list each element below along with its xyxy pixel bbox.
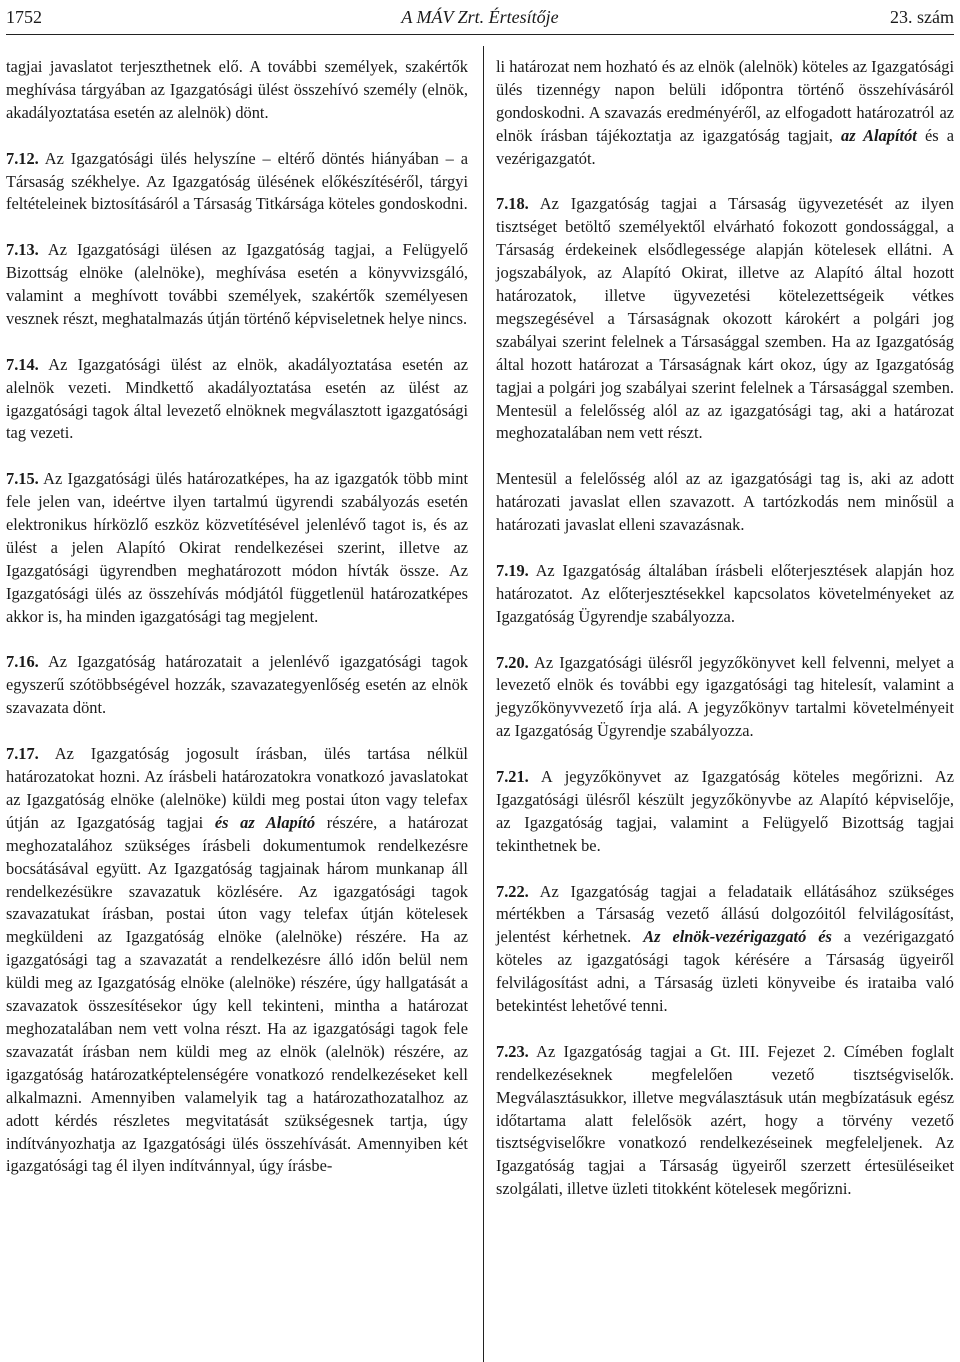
section-number: 7.16. (6, 652, 39, 672)
paragraph-7-19 (496, 560, 954, 629)
paragraph-text: Az Igazgatósági ülés helyszíne – eltérő döntés hiányában – a Társaság székhelye. Az Igazgatóság ülésének előkészítéséről, tárgyi feltételeinek biztosításáról a Társaság Titkársága köteles gondoskodni. (6, 148, 468, 214)
paragraph-7-14 (6, 354, 468, 446)
paragraph-text: Az Igazgatóság tagjai a Társaság ügyvezetését az ilyen tisztséget betöltő személyektől elvárható fokozott gondossággal, a Társaság érdekeinek elsődlegessége alapján kötelesek ellátni. A jogszabályok, az Alapító Okirat, illetve az Alapító által hozott határozatok, illetve ügyvezetési kötelezettségeik vétkes megszegésével a Társaságnak okozott károkért a polgári jog szabályai szerint felelnek a Társasággal szemben. Ha az Igazgatóság által hozott határozat a Társaságnak kárt okoz, úgy az Igazgatóság tagjai a polgári jog szabályai szerint felelnek a Társasággal szemben. Mentesül a felelősség alól az az igazgatósági tag, aki a határozat meghozatalában nem vett részt. (496, 194, 954, 443)
emphasized-text: Az elnök-vezérigazgató és (643, 927, 832, 947)
section-number: 7.15. (6, 469, 39, 489)
page-number: 1752 (6, 7, 42, 27)
paragraph-text: Az Igazgatóság tagjai a Gt. III. Fejezet 2. Címében foglalt rendelkezéseknek megfelelően vezető tisztségviselők. Megválasztásukkor, illetve megválasztásuk után megbízatásuk egész időtartama alatt felelősök azért, hogy a törvény vezető tisztségviselőkre vonatkozó rendelkezéseinek megfeleljenek. Az Igazgatóság tagjai a Társaság ügyeiről szerzett értesüléseiket szolgálati, illetve üzleti titokként kötelesek megőrizni. (496, 1041, 954, 1199)
section-number: 7.12. (6, 148, 39, 168)
section-number: 7.19. (496, 560, 529, 580)
paragraph-7-21 (496, 766, 954, 858)
paragraph-7-23 (496, 1041, 954, 1201)
paragraph-7-18-b (496, 468, 954, 537)
paragraph-text: Az Igazgatóság általában írásbeli előterjesztések alapján hoz határozatot. Az előterjesztésekkel kapcsolatos követelményeket az Igazgatóság Ügyrendje szabályozza. (496, 560, 954, 626)
paragraph-text: Az Igazgatóság jogosult írásban, ülés tartása nélkül határozatokat hozni. Az írásbeli határozatokra vonatkozó javaslatokat az Igazgatóság elnöke (alelnöke) küldi meg postai úton vagy telefax útján az Igazgatóság tagjai (6, 744, 468, 832)
paragraph-7-18 (496, 193, 954, 445)
journal-title: A MÁV Zrt. Értesítője (401, 7, 559, 27)
section-number: 7.13. (6, 240, 39, 260)
paragraph-7-17 (6, 743, 468, 1178)
right-column (496, 56, 954, 1201)
paragraph-continuation (496, 56, 954, 171)
paragraph-text: li határozat nem hozható és az elnök (alelnök) köteles az Igazgatósági ülés tizennégy napon belüli időpontra történő összehívásáról gondoskodni. A szavazás eredményéről, az elfogadott határozatról az elnök írásban tájékoztatja az igazgatóság tagjait, (496, 57, 954, 145)
paragraph-7-20 (496, 652, 954, 744)
paragraph-text: részére, a határozat meghozatalához szükséges írásbeli dokumentumok rendelkezésre bocsátásával együtt. Az Igazgatóság tagjainak három munkanap áll rendelkezésükre szavazatuk közlésére. Az igazgatósági tagok szavazatukat írásban, postai úton vagy telefax útján kötelesek megküldeni az Igazgatóság elnöke (alelnöke) részére. Ha az igazgatósági tag a szavazatát a rendelkezésre álló időn belül nem küldi meg az Igazgatóság elnöke (alelnöke) részére, úgy hallgatását a szavazatok összesítésekor úgy kell tekinteni, mintha a határozat meghozatalában nem vett volna részt. Ha az igazgatósági tagok fele szavazatát írásban nem küldi meg az elnök (alelnök) részére, az igazgatóság határozatképtelenségére vonatkozó rendelkezéseket kell alkalmazni. Amennyiben valamelyik tag a határozathozatalhoz az adott kérdés részletes megvitatását szükségesnek tartja, úgy indítványozhatja az Igazgatósági ülés összehívását. Amennyiben két igazgatósági tag él ilyen indítvánnyal, úgy írásbe- (6, 812, 468, 1176)
section-number: 7.20. (496, 652, 529, 672)
paragraph-text: Az Igazgatósági ülésről jegyzőkönyvet kell felvenni, melyet a levezető elnök és további egy igazgatósági tag hitelesít, valamint a jegyzőkönyvvezető írja alá. A jegyzőkönyv tartalmi követelményeit az Igazgatóság Ügyrendje szabályozza. (496, 652, 954, 741)
emphasized-text: és az Alapító (214, 812, 316, 832)
paragraph-text: tagjai javaslatot terjeszthetnek elő. A további személyek, szakértők meghívása tárgyában az Igazgatósági ülést összehívó személy (elnök, akadályoztatása esetén az alelnök) dönt. (6, 57, 468, 122)
paragraph-text: Az Igazgatósági ülés határozatképes, ha az igazgatók több mint fele jelen van, ideértve ilyen tartalmú ügyrendi szabályozás esetén elektronikus hírközlő eszköz közvetítésével jelenlévő tagot is, és az ülést a jelen Alapító Okirat rendelkezései szerint, illetve az Igazgatósági ügyrendben meghatározott módon hívták össze. Az Igazgatósági ülés az összehívás módjától függetlenül határozatképes akkor is, ha minden igazgatósági tag megjelent. (6, 469, 468, 626)
paragraph-text: Az Igazgatósági ülésen az Igazgatóság tagjai, a Felügyelő Bizottság elnöke (alelnöke), meghívása esetén a könyvvizsgáló, valamint a meghívott további személyek, szakértők személyesen vesznek részt, meghatalmazás útján történő képviseletnek helye nincs. (6, 240, 468, 328)
paragraph-7-16 (6, 651, 468, 720)
issue-number: 23. szám (890, 7, 954, 27)
section-number: 7.18. (496, 194, 529, 214)
paragraph-text: és a vezérigazgatót. (496, 125, 955, 168)
paragraph-text: Az Igazgatósági ülést az elnök, akadályoztatása esetén az alelnök vezeti. Mindkettő akadályoztatása esetén az ülést az igazgatósági tagok által levezető elnöknek megválasztott igazgatósági tag vezeti. (6, 354, 468, 443)
section-number: 7.22. (496, 881, 529, 901)
column-divider (483, 46, 484, 1362)
paragraph-intro (6, 56, 468, 125)
section-number: 7.17. (6, 744, 39, 764)
section-number: 7.14. (6, 354, 39, 374)
section-number: 7.21. (496, 767, 529, 787)
paragraph-7-15 (6, 468, 468, 628)
paragraph-text: a vezérigazgató köteles az igazgatósági tagok kérésére a Társaság ügyeiről felvilágosítást adni, a Társaság üzleti könyveibe és irataiba való betekintést lehetővé tenni. (496, 927, 955, 1016)
emphasized-text: az Alapítót (841, 125, 917, 145)
paragraph-7-12 (6, 148, 468, 217)
page-header (6, 2, 954, 35)
paragraph-7-22 (496, 881, 954, 1018)
paragraph-text: Az Igazgatóság határozatait a jelenlévő igazgatósági tagok egyszerű szótöbbségével hozzák, szavazategyenlőség esetén az elnök szavazata dönt. (6, 652, 468, 718)
paragraph-7-13 (6, 239, 468, 331)
section-number: 7.23. (496, 1041, 529, 1061)
paragraph-text: Mentesül a felelősség alól az az igazgatósági tag is, aki az adott határozati javaslat ellen szavazott. A tartózkodás nem minősül a határozati javaslat elleni szavazásnak. (496, 469, 954, 535)
left-column (6, 56, 468, 1178)
paragraph-text: Az Igazgatóság tagjai a feladataik ellátásához szükséges mértékben a Társaság vezető állású dolgozóitól felvilágosítást, jelentést kérhetnek. (496, 881, 954, 947)
paragraph-text: A jegyzőkönyvet az Igazgatóság köteles megőrizni. Az Igazgatósági ülésről készült jegyzőkönyvbe az Alapító képviselője, az Igazgatóság tagjai, valamint a Felügyelő Bizottság tagjai tekinthetnek be. (496, 767, 954, 855)
